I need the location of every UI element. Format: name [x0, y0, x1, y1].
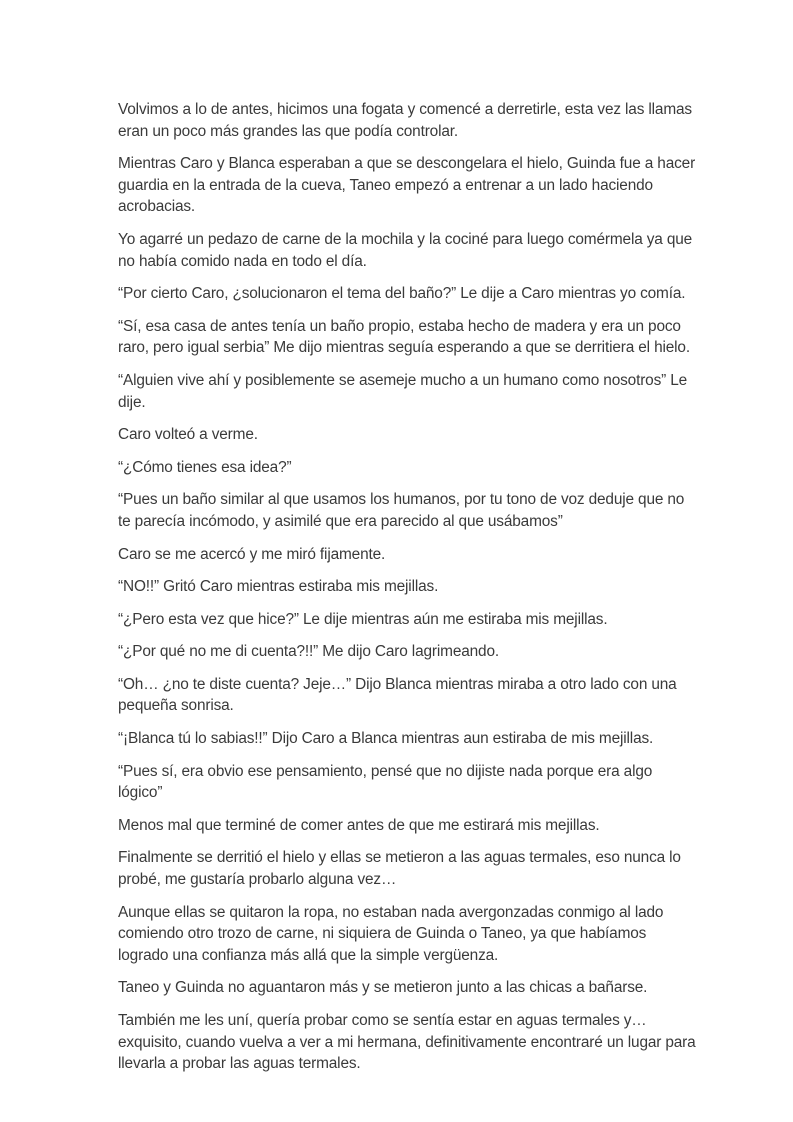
paragraph: Yo agarré un pedazo de carne de la mochila y la cociné para luego comérmela ya que no había comido nada en todo el día. [118, 230, 693, 270]
paragraph: “Pues un baño similar al que usamos los humanos, por tu tono de voz deduje que no te parecía incómodo, y asimilé que era parecido al que usábamos” [118, 491, 685, 530]
paragraph: Caro se me acercó y me miró fijamente. [118, 545, 386, 563]
paragraph: “Pues sí, era obvio ese pensamiento, pensé que no dijiste nada porque era algo lógico” [118, 762, 653, 802]
paragraph: “¡Blanca tú lo sabias!!” Dijo Caro a Blanca mientras aun estiraba de mis mejillas. [118, 730, 654, 748]
paragraph: “¿Cómo tienes esa idea?” [118, 458, 292, 476]
paragraph: “¿Pero esta vez que hice?” Le dije mientras aún me estiraba mis mejillas. [118, 610, 608, 628]
paragraph: “Oh… ¿no te diste cuenta? Jeje…” Dijo Blanca mientras miraba a otro lado con una pequeña sonrisa. [118, 675, 677, 715]
paragraph: “Sí, esa casa de antes tenía un baño propio, estaba hecho de madera y era un poco raro, pero igual serbia” Me dijo mientras seguía esperando a que se derritiera el hielo. [118, 317, 690, 357]
paragraph: Taneo y Guinda no aguantaron más y se metieron junto a las chicas a bañarse. [118, 979, 648, 997]
document-body [118, 99, 698, 1086]
paragraph: Menos mal que terminé de comer antes de que me estirará mis mejillas. [118, 816, 600, 834]
paragraph: “Por cierto Caro, ¿solucionaron el tema del baño?” Le dije a Caro mientras yo comía. [118, 285, 686, 303]
paragraph: Mientras Caro y Blanca esperaban a que se descongelara el hielo, Guinda fue a hacer guardia en la entrada de la cueva, Taneo empezó a entrenar a un lado haciendo acrobacias. [118, 155, 696, 216]
paragraph: Caro volteó a verme. [118, 426, 258, 444]
paragraph: “¿Por qué no me di cuenta?!!” Me dijo Caro lagrimeando. [118, 643, 499, 661]
paragraph: “NO!!” Gritó Caro mientras estiraba mis mejillas. [118, 578, 439, 596]
paragraph: Finalmente se derritió el hielo y ellas se metieron a las aguas termales, eso nunca lo probé, me gustaría probarlo alguna vez… [118, 849, 681, 889]
paragraph: Volvimos a lo de antes, hicimos una fogata y comencé a derretirle, esta vez las llamas eran un poco más grandes las que podía controlar. [118, 101, 692, 140]
paragraph: “Alguien vive ahí y posiblemente se asemeje mucho a un humano como nosotros” Le dije. [118, 371, 688, 411]
paragraph: También me les uní, quería probar como se sentía estar en aguas termales y… exquisito, cuando vuelva a ver a mi hermana, definitivamente encontraré un lugar para llevarla a probar las aguas termales. [118, 1012, 696, 1073]
paragraph: Aunque ellas se quitaron la ropa, no estaban nada avergonzadas conmigo al lado comiendo otro trozo de carne, ni siquiera de Guinda o Taneo, ya que habíamos logrado una confianza más allá que la simple vergüenza. [118, 903, 664, 964]
